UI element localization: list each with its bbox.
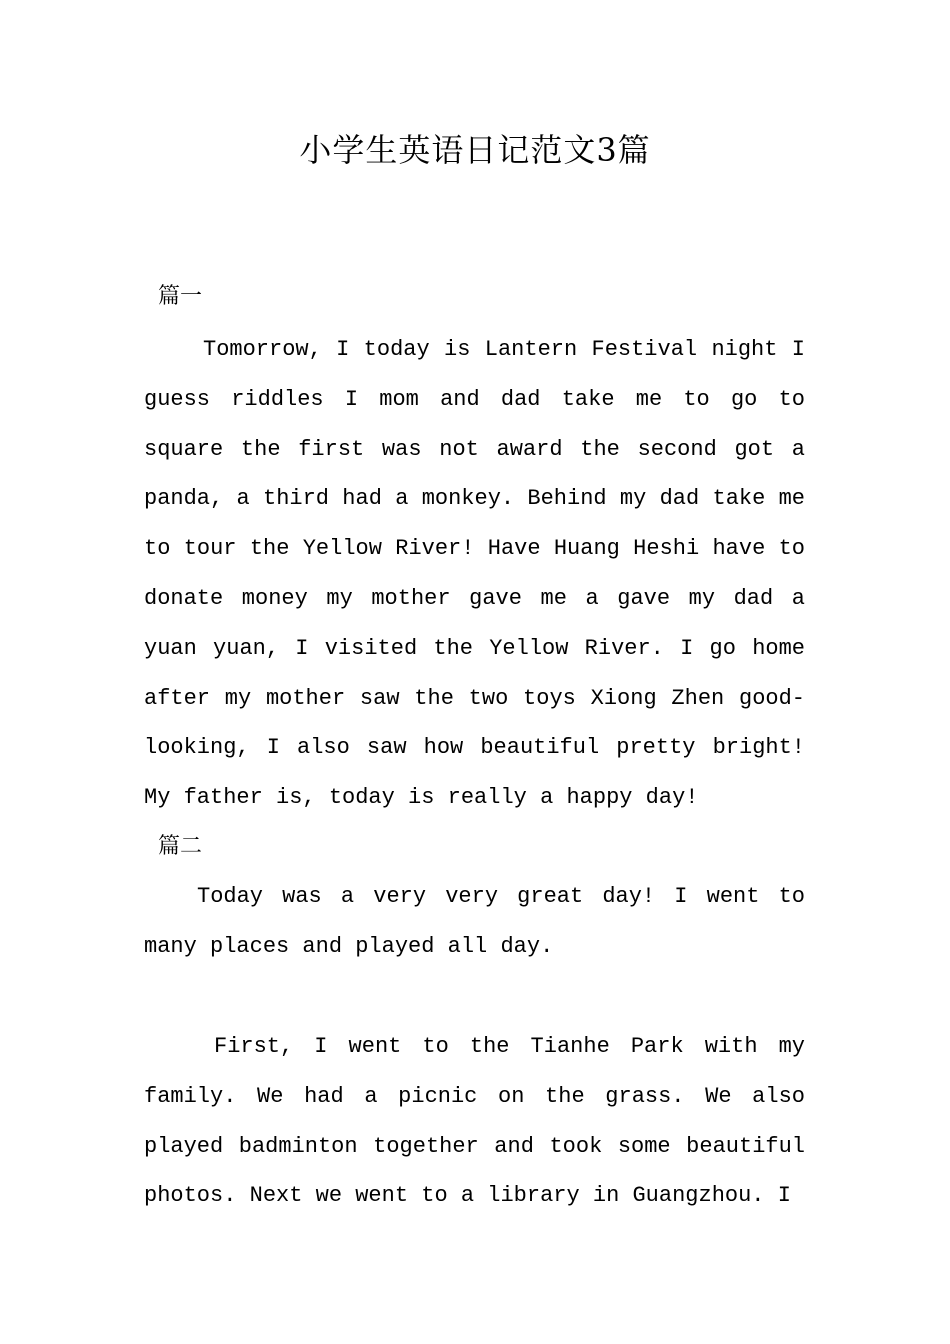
paragraph-2-text: Today was a very very great day! I went to many places and played all day. — [144, 884, 805, 959]
section-heading-2: 篇二 — [158, 834, 203, 859]
paragraph-3 — [144, 1022, 805, 1221]
paragraph-1 — [144, 325, 805, 823]
paragraph-1-text: Tomorrow, I today is Lantern Festival night I guess riddles I mom and dad take me to go to square the first was not award the second got a panda, a third had a monkey. Behind my dad take me to tour the Yellow River! Have Huang Heshi have to donate money my mother gave me a gave my dad a yuan yuan, I visited the Yellow River. I go home after my mother saw the two toys Xiong Zhen good-looking, I also saw how beautiful pretty bright! My father is, today is really a happy day! — [144, 337, 805, 811]
section-heading-1: 篇一 — [158, 284, 203, 309]
document-title: 小学生英语日记范文3篇 — [299, 131, 651, 169]
paragraph-3-text: First, I went to the Tianhe Park with my family. We had a picnic on the grass. We also played badminton together and took some beautiful photos. Next we went to a library in Guangzhou. I — [144, 1034, 805, 1209]
paragraph-2 — [144, 872, 805, 972]
